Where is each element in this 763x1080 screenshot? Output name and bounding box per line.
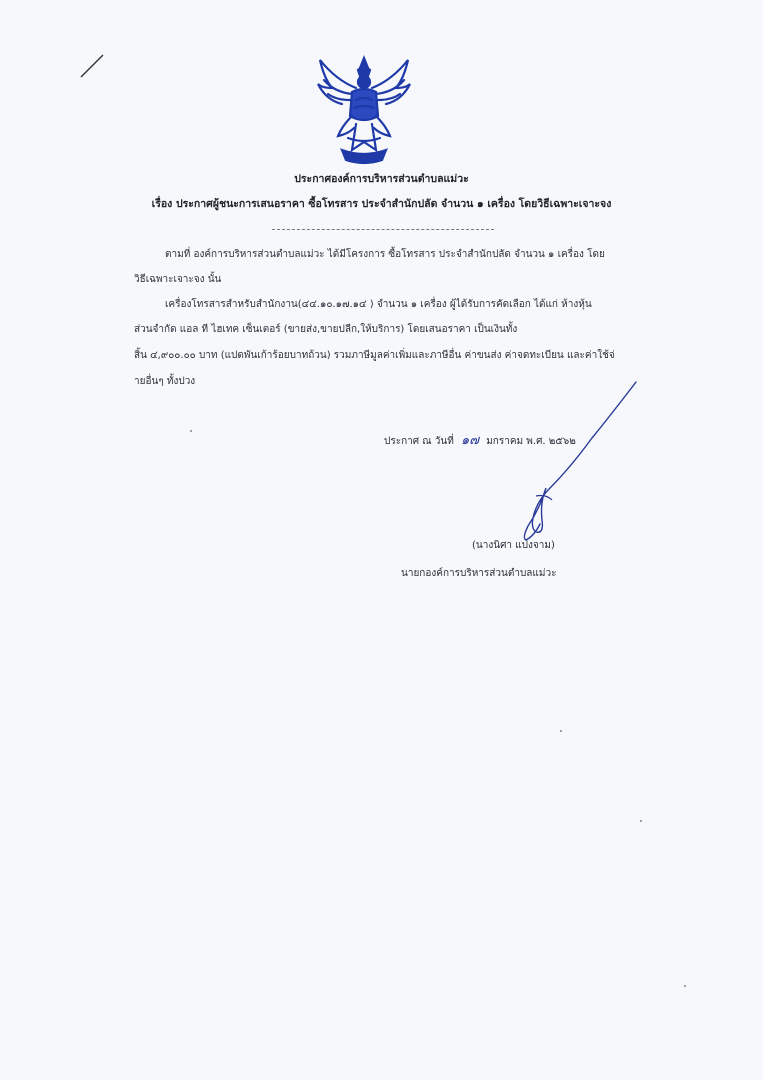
speck [640, 820, 642, 822]
announcement-title: ประกาศองค์การบริหารส่วนตำบลแม่วะ [294, 173, 469, 185]
signer-name: (นางนิศา แปงจาม) [472, 540, 555, 551]
paragraph-1-line-2: วิธีเฉพาะเจาะจง นั้น [134, 274, 222, 285]
date-prefix: ประกาศ ณ วันที่ [384, 436, 454, 447]
garuda-emblem-icon [312, 54, 416, 166]
date-month-year: มกราคม พ.ศ. ๒๕๖๒ [486, 436, 576, 447]
speck [684, 985, 686, 987]
paragraph-2-line-1: เครื่องโทรสารสำหรับสำนักงาน(๔๔.๑๐.๑๗.๑๔ ) จำนวน ๑ เครื่อง ผู้ได้รับการคัดเลือก ได้แก่ ห้างหุ้น [165, 299, 592, 310]
pen-mark-icon [78, 52, 106, 80]
paragraph-2-line-2: ส่วนจำกัด แอล ที ไฮเทค เซ็นเตอร์ (ขายส่ง,ขายปลีก,ให้บริการ) โดยเสนอราคา เป็นเงินทั้ง [134, 324, 518, 335]
divider [272, 229, 494, 230]
speck [190, 430, 192, 432]
paragraph-1-line-1: ตามที่ องค์การบริหารส่วนตำบลแม่วะ ได้มีโครงการ ซื้อโทรสาร ประจำสำนักปลัด จำนวน ๑ เครื่อง โดย [165, 249, 605, 260]
signature-icon [500, 376, 650, 556]
paragraph-2-line-4: ายอื่นๆ ทั้งปวง [134, 376, 196, 387]
paragraph-2-line-3: สิ้น ๔,๙๐๐.๐๐ บาท (แปดพันเก้าร้อยบาทถ้วน) รวมภาษีมูลค่าเพิ่มและภาษีอื่น ค่าขนส่ง ค่าจดทะเบียน และค่าใช้จ่ [134, 350, 615, 361]
date-day-handwritten: ๑๗ [460, 433, 480, 448]
signer-title: นายกองค์การบริหารส่วนตำบลแม่วะ [401, 568, 557, 579]
announcement-subject: เรื่อง ประกาศผู้ชนะการเสนอราคา ซื้อโทรสาร ประจำสำนักปลัด จำนวน ๑ เครื่อง โดยวิธีเฉพาะเจาะจง [151, 198, 612, 210]
speck [560, 730, 562, 732]
